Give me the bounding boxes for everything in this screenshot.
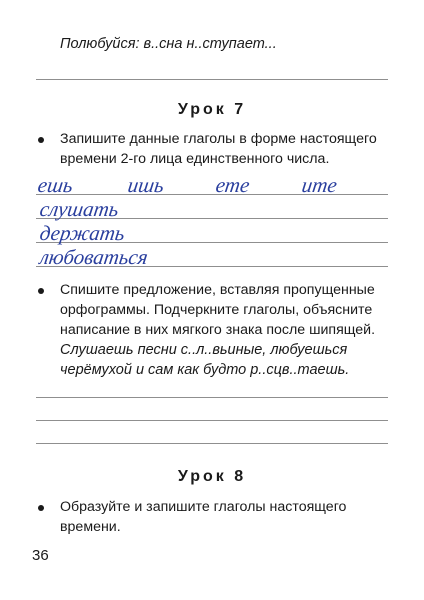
handwritten-ending: ете xyxy=(214,173,252,197)
handwritten-ending: ите xyxy=(300,173,339,197)
writing-line xyxy=(36,397,388,398)
task-line: Образуйте и запишите глаголы настоящего xyxy=(60,499,347,515)
top-exercise-text: Полюбуйся: в..сна н..ступает... xyxy=(60,36,277,52)
lesson-8-task xyxy=(60,497,346,537)
task-line: Запишите данные глаголы в форме настоящего xyxy=(60,131,377,147)
task-line: времени. xyxy=(60,519,121,535)
bullet-icon xyxy=(38,137,44,143)
task-line: написание в них мягкого знака после шипящей. xyxy=(60,322,376,338)
handwritten-word: любоваться xyxy=(38,245,150,269)
sentence-line: Слушаешь песни с..л..вьиные, любуешься xyxy=(60,342,348,358)
task-line: Спишите предложение, вставляя пропущенные xyxy=(60,282,375,298)
writing-line xyxy=(36,443,388,444)
writing-line xyxy=(36,420,388,421)
exercise-sentence xyxy=(60,340,349,380)
lesson-8-title: Урок 8 xyxy=(177,468,247,485)
task-line: орфограммы. Подчеркните глаголы, объясните xyxy=(60,302,373,318)
bullet-icon xyxy=(38,505,44,511)
sentence-line: черёмухой и сам как будто р..сцв..таешь. xyxy=(60,362,350,378)
bullet-icon xyxy=(38,288,44,294)
lesson-7-task-2 xyxy=(60,280,375,340)
handwritten-ending: ишь xyxy=(126,173,166,197)
page-number: 36 xyxy=(32,547,49,564)
lesson-7-title: Урок 7 xyxy=(177,101,247,118)
handwritten-word: держать xyxy=(38,221,127,245)
task-line: времени 2-го лица единственного числа. xyxy=(60,151,330,167)
handwritten-ending: ешь xyxy=(36,173,75,197)
handwritten-word: слушать xyxy=(38,197,121,221)
lesson-7-task-1 xyxy=(60,129,377,169)
writing-line xyxy=(36,79,388,80)
